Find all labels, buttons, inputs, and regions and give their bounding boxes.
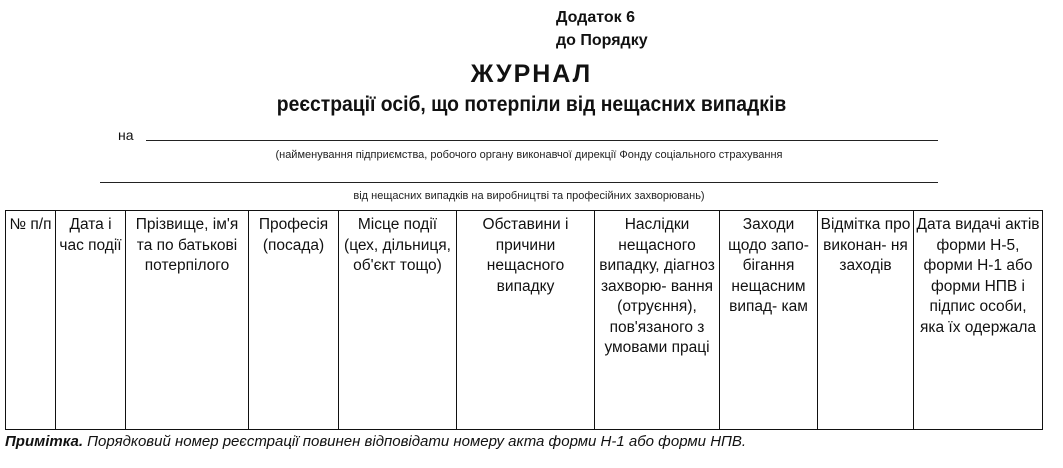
column-header-place: Місце події (цех, дільниця, об'єкт тощо) <box>339 211 457 430</box>
organization-line-2 <box>100 182 938 183</box>
document-subtitle: реєстрації осіб, що потерпіли від нещасних випадків <box>276 93 787 116</box>
registration-table <box>5 210 1043 430</box>
table-header-row <box>6 211 1043 430</box>
addendum-number: Додаток 6 <box>556 9 635 26</box>
column-header-date-time: Дата і час події <box>56 211 126 430</box>
organization-prefix: на <box>118 127 134 143</box>
column-header-full-name: Прізвище, ім'я та по батькові потерпілого <box>126 211 249 430</box>
footnote <box>5 433 746 450</box>
organization-line-1 <box>146 140 938 141</box>
footnote-label: Примітка. <box>5 433 84 450</box>
addendum-reference <box>556 6 648 52</box>
column-header-profession: Професія (посада) <box>249 211 339 430</box>
column-header-acts-issued: Дата видачі актів форми Н-5, форми Н-1 або форми НПВ і підпис особи, яка їх одержала <box>914 211 1043 430</box>
organization-hint-1: (найменування підприємства, робочого органу виконавчої дирекції Фонду соціального страхування <box>275 149 783 161</box>
organization-hint-2: від нещасних випадків на виробництві та професійних захворювань) <box>353 190 705 202</box>
addendum-target: до Порядку <box>556 32 648 49</box>
column-header-completion-mark: Відмітка про виконан- ня заходів <box>818 211 914 430</box>
column-header-circumstances: Обставини і причини нещасного випадку <box>457 211 595 430</box>
column-header-consequences: Наслідки нещасного випадку, діагноз захворю- вання (отруєння), пов'язаного з умовами праці <box>595 211 720 430</box>
document-title: ЖУРНАЛ <box>470 60 593 88</box>
footnote-text: Порядковий номер реєстрації повинен відповідати номеру акта форми Н-1 або форми НПВ. <box>83 433 747 450</box>
column-header-prevention: Заходи щодо запо- бігання нещасним випад- кам <box>720 211 818 430</box>
column-header-number: № п/п <box>6 211 56 430</box>
